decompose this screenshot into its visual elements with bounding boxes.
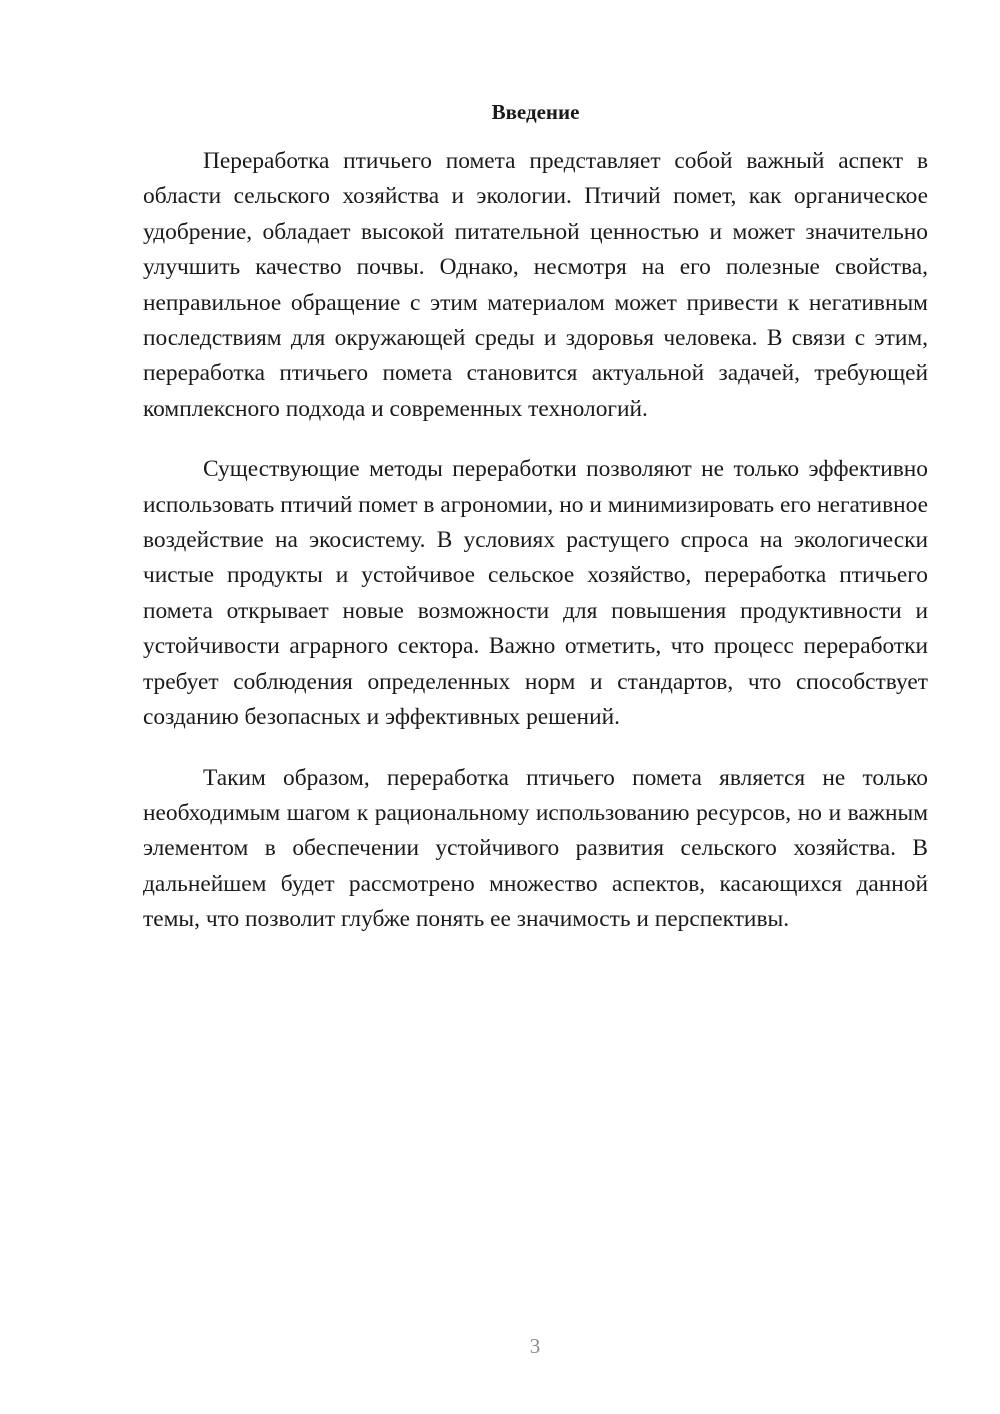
page-number: 3 <box>529 1334 541 1358</box>
paragraph-1: Переработка птичьего помета представляет собой важный аспект в области сельского хозяйства и экологии. Птичий помет, как органическое удобрение, обладает высокой питательной ценностью и может значительно улучшить качество почвы. Однако, несмотря на его полезные свойства, неправильное обращение с этим материалом может привести к негативным последствиям для окружающей среды и здоровья человека. В связи с этим, переработка птичьего помета становится актуальной задачей, требующей комплексного подхода и современных технологий. <box>143 148 928 422</box>
paragraph-3: Таким образом, переработка птичьего помета является не только необходимым шагом к рациональному использованию ресурсов, но и важным элементом в обеспечении устойчивого развития сельского хозяйства. В дальнейшем будет рассмотрено множество аспектов, касающихся данной темы, что позволит глубже понять ее значимость и перспективы. <box>143 764 928 933</box>
section-heading: Введение <box>491 100 580 124</box>
paragraph-2: Существующие методы переработки позволяют не только эффективно использовать птичий помет в агрономии, но и минимизировать его негативное воздействие на экосистему. В условиях растущего спроса на экологически чистые продукты и устойчивое сельское хозяйство, переработка птичьего помета открывает новые возможности для повышения продуктивности и устойчивости аграрного сектора. Важно отметить, что процесс переработки требует соблюдения определенных норм и стандартов, что способствует созданию безопасных и эффективных решений. <box>143 456 928 731</box>
body-text <box>143 144 928 963</box>
